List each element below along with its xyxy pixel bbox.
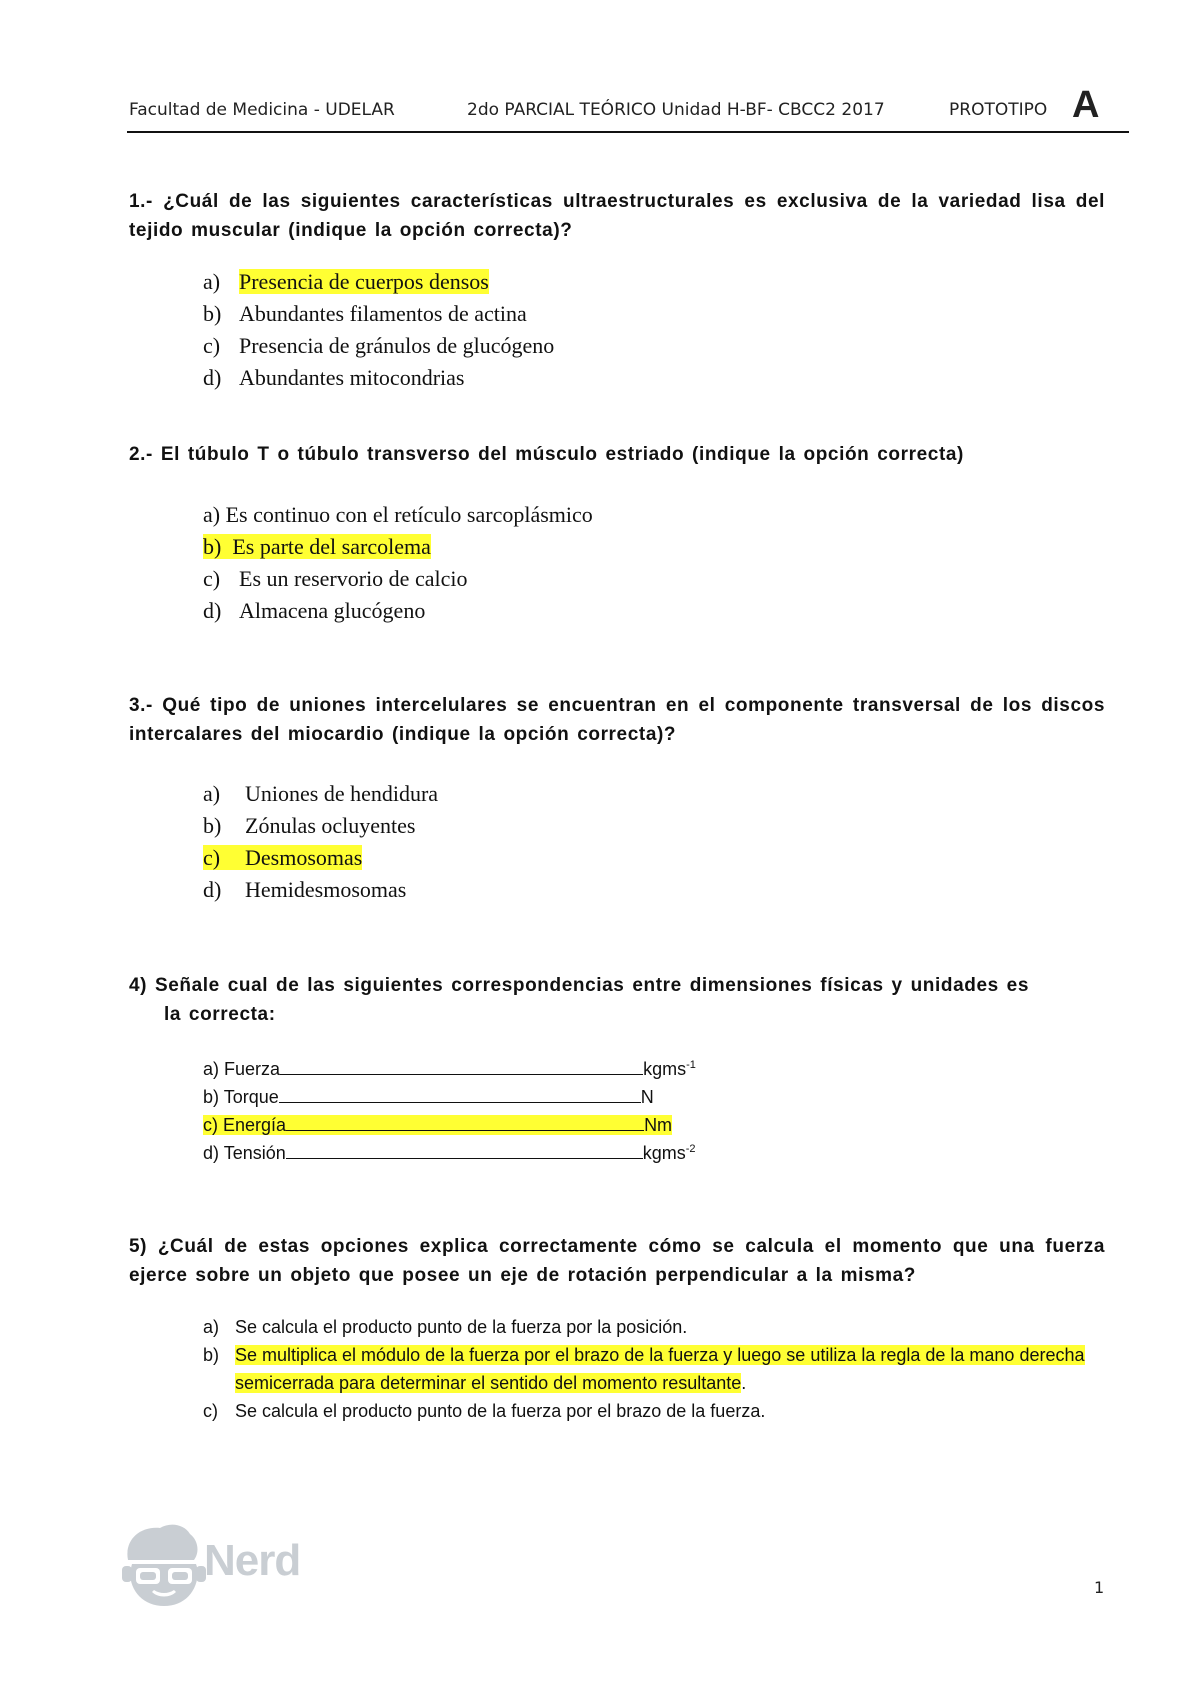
option-item[interactable] (203, 1341, 1118, 1397)
option-item[interactable] (203, 531, 593, 563)
question-4-line-2: la correcta: (164, 1004, 276, 1025)
option-text-correct: Se multiplica el módulo de la fuerza por el brazo de la fuerza y luego se utiliza la regla de la mano derecha semicerrada para determinar el sentido del momento resultante (235, 1345, 1085, 1393)
option-text: Almacena glucógeno (239, 598, 426, 623)
prototype-letter: A (1072, 84, 1100, 126)
header-divider (127, 131, 1129, 133)
option-item[interactable] (203, 499, 593, 531)
question-4-line-1: 4) Señale cual de las siguientes correspondencias entre dimensiones físicas y unidades es (129, 975, 1030, 996)
option-text: Desmosomas (245, 845, 363, 870)
option-text-correct (203, 1115, 672, 1135)
question-5-options (203, 1313, 1118, 1425)
question-1-options (203, 266, 554, 394)
question-2-text: 2.- El túbulo T o túbulo transverso del músculo estriado (indique la opción correcta) (129, 444, 964, 465)
option-item[interactable] (203, 874, 438, 906)
option-label: c) (203, 845, 221, 870)
page-number: 1 (1094, 1578, 1105, 1597)
option-unit: Nm (644, 1115, 673, 1135)
fill-line (280, 1058, 643, 1075)
question-4-text (129, 971, 1105, 1029)
option-label: b) (203, 813, 222, 838)
option-text: Torque (223, 1087, 279, 1107)
option-item[interactable] (203, 1055, 696, 1083)
option-label: a) (203, 1059, 220, 1079)
question-5-text: 5) ¿Cuál de estas opciones explica correctamente cómo se calcula el momento que una fuerza ejerce sobre un objeto que posee un eje de rotación perpendicular a la misma? (129, 1236, 1105, 1286)
option-text: Zónulas ocluyentes (245, 813, 416, 838)
option-trailing-period: . (741, 1373, 747, 1393)
unit-exponent: -1 (686, 1059, 696, 1071)
question-3-options (203, 778, 438, 906)
question-3-text: 3.- Qué tipo de uniones intercelulares se encuentran en el componente transversal de los discos intercalares del miocardio (indique la opción correcta)? (129, 695, 1105, 745)
fill-line (286, 1114, 644, 1131)
option-label: b) (203, 301, 222, 326)
option-label: d) (203, 598, 222, 623)
option-item[interactable] (203, 1083, 696, 1111)
logo-text: Nerd (204, 1536, 301, 1585)
option-item[interactable] (203, 810, 438, 842)
fill-line (286, 1142, 643, 1159)
unit-exponent: -2 (685, 1143, 696, 1155)
option-label: a) (203, 781, 221, 806)
option-item[interactable] (203, 778, 438, 810)
option-text: Tensión (223, 1143, 286, 1163)
nerd-logo (118, 1520, 318, 1612)
page-header (129, 86, 1127, 132)
option-item[interactable] (203, 1313, 1118, 1341)
option-item[interactable] (203, 1397, 1118, 1425)
prototype-label: PROTOTIPO (949, 100, 1048, 120)
option-text: Presencia de gránulos de glucógeno (239, 333, 555, 358)
option-label: c) (203, 333, 221, 358)
question-4-options (203, 1055, 696, 1167)
option-item[interactable] (203, 362, 554, 394)
option-text-correct (203, 845, 362, 870)
option-item[interactable] (203, 595, 593, 627)
option-text: Hemidesmosomas (245, 877, 407, 902)
option-label: a) (203, 1317, 220, 1337)
fill-line (279, 1086, 641, 1103)
option-text: Es un reservorio de calcio (239, 566, 468, 591)
option-item[interactable] (203, 266, 554, 298)
option-item[interactable] (203, 298, 554, 330)
option-text-correct: Presencia de cuerpos densos (239, 269, 489, 294)
option-label: d) (203, 365, 222, 390)
option-text: Es continuo con el retículo sarcoplásmico (225, 502, 593, 527)
option-item[interactable] (203, 1111, 696, 1139)
option-label: c) (203, 1401, 218, 1421)
option-item[interactable] (203, 563, 593, 595)
option-unit: kgms (643, 1059, 687, 1079)
option-label: d) (203, 1143, 220, 1163)
option-text: Se calcula el producto punto de la fuerza por la posición. (235, 1317, 688, 1337)
option-item[interactable] (203, 1139, 696, 1167)
option-label: c) (203, 1115, 218, 1135)
question-1-text: 1.- ¿Cuál de las siguientes características ultraestructurales es exclusiva de la variedad lisa del tejido muscular (indique la opción correcta)? (129, 191, 1105, 241)
option-item[interactable] (203, 842, 438, 874)
option-label: b) (203, 534, 222, 559)
option-label: c) (203, 566, 221, 591)
option-label: b) (203, 1345, 220, 1365)
option-text: Abundantes filamentos de actina (239, 301, 527, 326)
option-text: Uniones de hendidura (245, 781, 439, 806)
option-text: Abundantes mitocondrias (239, 365, 465, 390)
option-text: Energía (223, 1115, 287, 1135)
option-text: Es parte del sarcolema (232, 534, 431, 559)
question-2-options (203, 499, 593, 627)
option-label: d) (203, 877, 222, 902)
option-unit: N (640, 1087, 654, 1107)
option-text: Fuerza (224, 1059, 281, 1079)
institution-name: Facultad de Medicina - UDELAR (129, 100, 395, 120)
option-label: b) (203, 1087, 220, 1107)
option-text-correct (203, 534, 431, 559)
option-unit: kgms (642, 1143, 686, 1163)
option-label: a) (203, 502, 221, 527)
exam-title: 2do PARCIAL TEÓRICO Unidad H-BF- CBCC2 2017 (467, 100, 885, 120)
option-label: a) (203, 269, 221, 294)
option-item[interactable] (203, 330, 554, 362)
option-text: Se calcula el producto punto de la fuerza por el brazo de la fuerza. (235, 1401, 766, 1421)
